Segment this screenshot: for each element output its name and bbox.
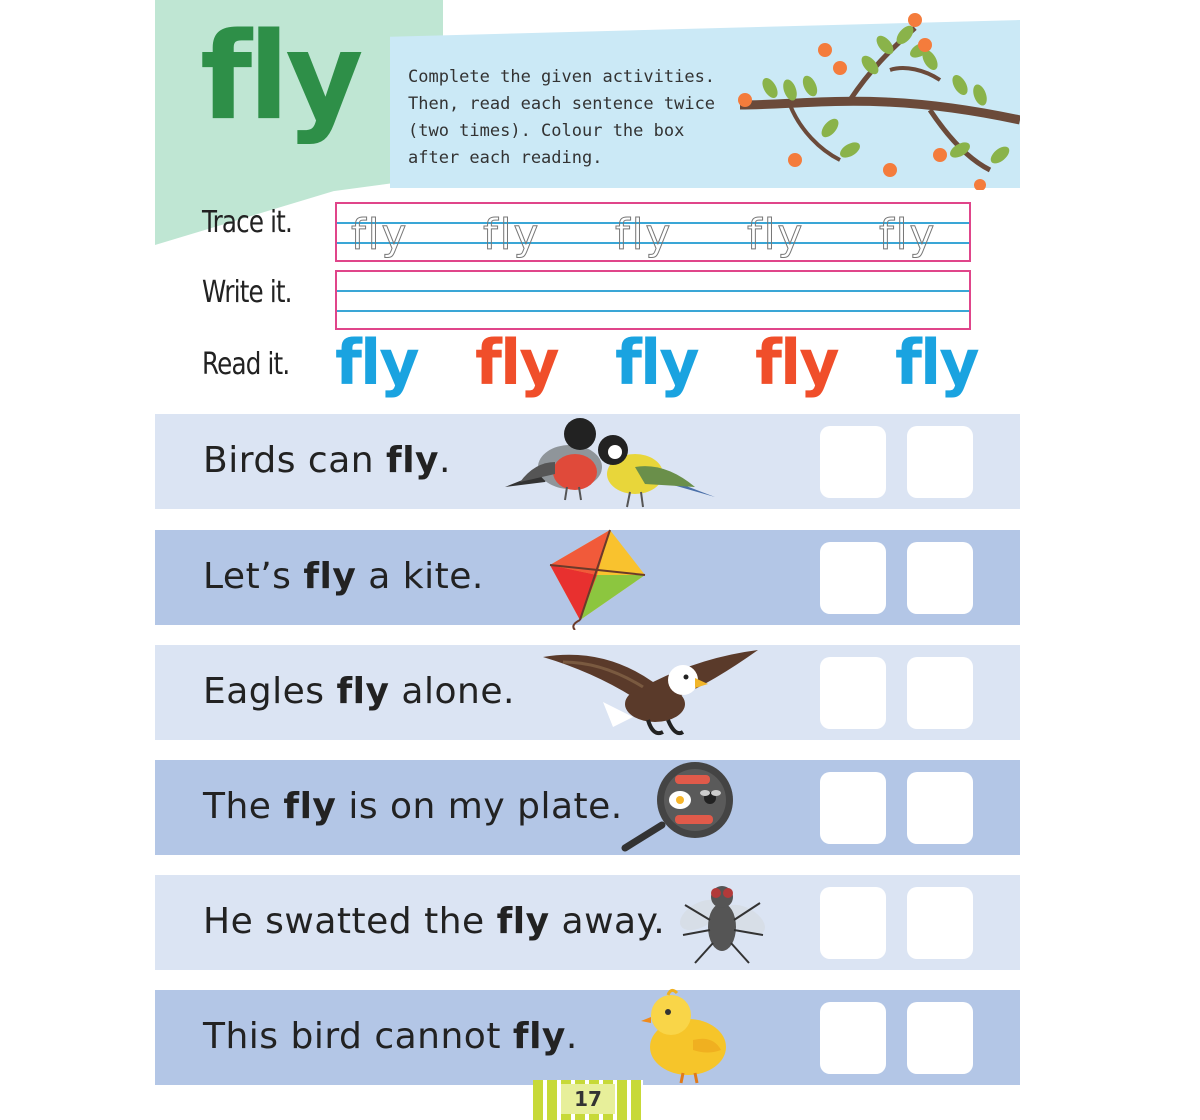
housefly-icon	[675, 875, 770, 970]
read-word: fly	[755, 326, 838, 399]
sentence-text: Eagles fly alone.	[203, 671, 515, 712]
sentence-text: He swatted the fly away.	[203, 901, 666, 942]
sentence-row	[155, 645, 1020, 740]
highlight-word: fly	[386, 440, 439, 481]
trace-word: fly	[351, 210, 409, 259]
sentence-text: Let’s fly a kite.	[203, 556, 484, 597]
read-word: fly	[615, 326, 698, 399]
trace-word: fly	[483, 210, 541, 259]
read-word: fly	[335, 326, 418, 399]
highlight-word: fly	[336, 671, 390, 712]
read-it-label: Read it.	[202, 347, 290, 382]
kite-icon	[540, 525, 650, 630]
sentence-text: This bird cannot fly.	[203, 1016, 578, 1057]
reading-checkbox-1[interactable]	[820, 887, 886, 959]
reading-checkbox-2[interactable]	[907, 426, 973, 498]
trace-writing-lines	[335, 202, 971, 262]
sentence-text: Birds can fly.	[203, 440, 451, 481]
sentence-row	[155, 760, 1020, 855]
write-writing-lines[interactable]	[335, 270, 971, 330]
trace-word: fly	[879, 210, 937, 259]
read-word: fly	[895, 326, 978, 399]
write-it-label: Write it.	[202, 275, 292, 310]
reading-checkbox-2[interactable]	[907, 1002, 973, 1074]
reading-checkbox-2[interactable]	[907, 542, 973, 614]
highlight-word: fly	[496, 901, 550, 942]
highlight-word: fly	[512, 1016, 566, 1057]
sentence-text: The fly is on my plate.	[203, 786, 623, 827]
eagle-icon	[543, 642, 761, 742]
read-word: fly	[475, 326, 558, 399]
flowering-branch-icon	[730, 10, 1020, 190]
chick-icon	[633, 985, 733, 1085]
sentence-row	[155, 414, 1020, 509]
sentence-row	[155, 875, 1020, 970]
reading-checkbox-2[interactable]	[907, 772, 973, 844]
highlight-word: fly	[283, 786, 337, 827]
highlight-word: fly	[303, 556, 357, 597]
reading-checkbox-2[interactable]	[907, 657, 973, 729]
reading-checkbox-1[interactable]	[820, 772, 886, 844]
worksheet-page	[155, 0, 1020, 1120]
trace-word: fly	[747, 210, 805, 259]
trace-word: fly	[615, 210, 673, 259]
birds-icon	[495, 412, 720, 512]
trace-it-label: Trace it.	[202, 205, 293, 240]
reading-checkbox-2[interactable]	[907, 887, 973, 959]
frying-pan-icon	[620, 760, 750, 855]
page-number: 17	[561, 1084, 615, 1114]
page-title-word: fly	[200, 8, 360, 147]
sentence-row	[155, 990, 1020, 1085]
page-number-tab	[533, 1080, 643, 1120]
reading-checkbox-1[interactable]	[820, 1002, 886, 1074]
reading-checkbox-1[interactable]	[820, 542, 886, 614]
reading-checkbox-1[interactable]	[820, 657, 886, 729]
instructions-text: Complete the given activities. Then, read each sentence twice (two times). Colour the box after each reading.	[408, 67, 716, 168]
reading-checkbox-1[interactable]	[820, 426, 886, 498]
sentence-row	[155, 530, 1020, 625]
